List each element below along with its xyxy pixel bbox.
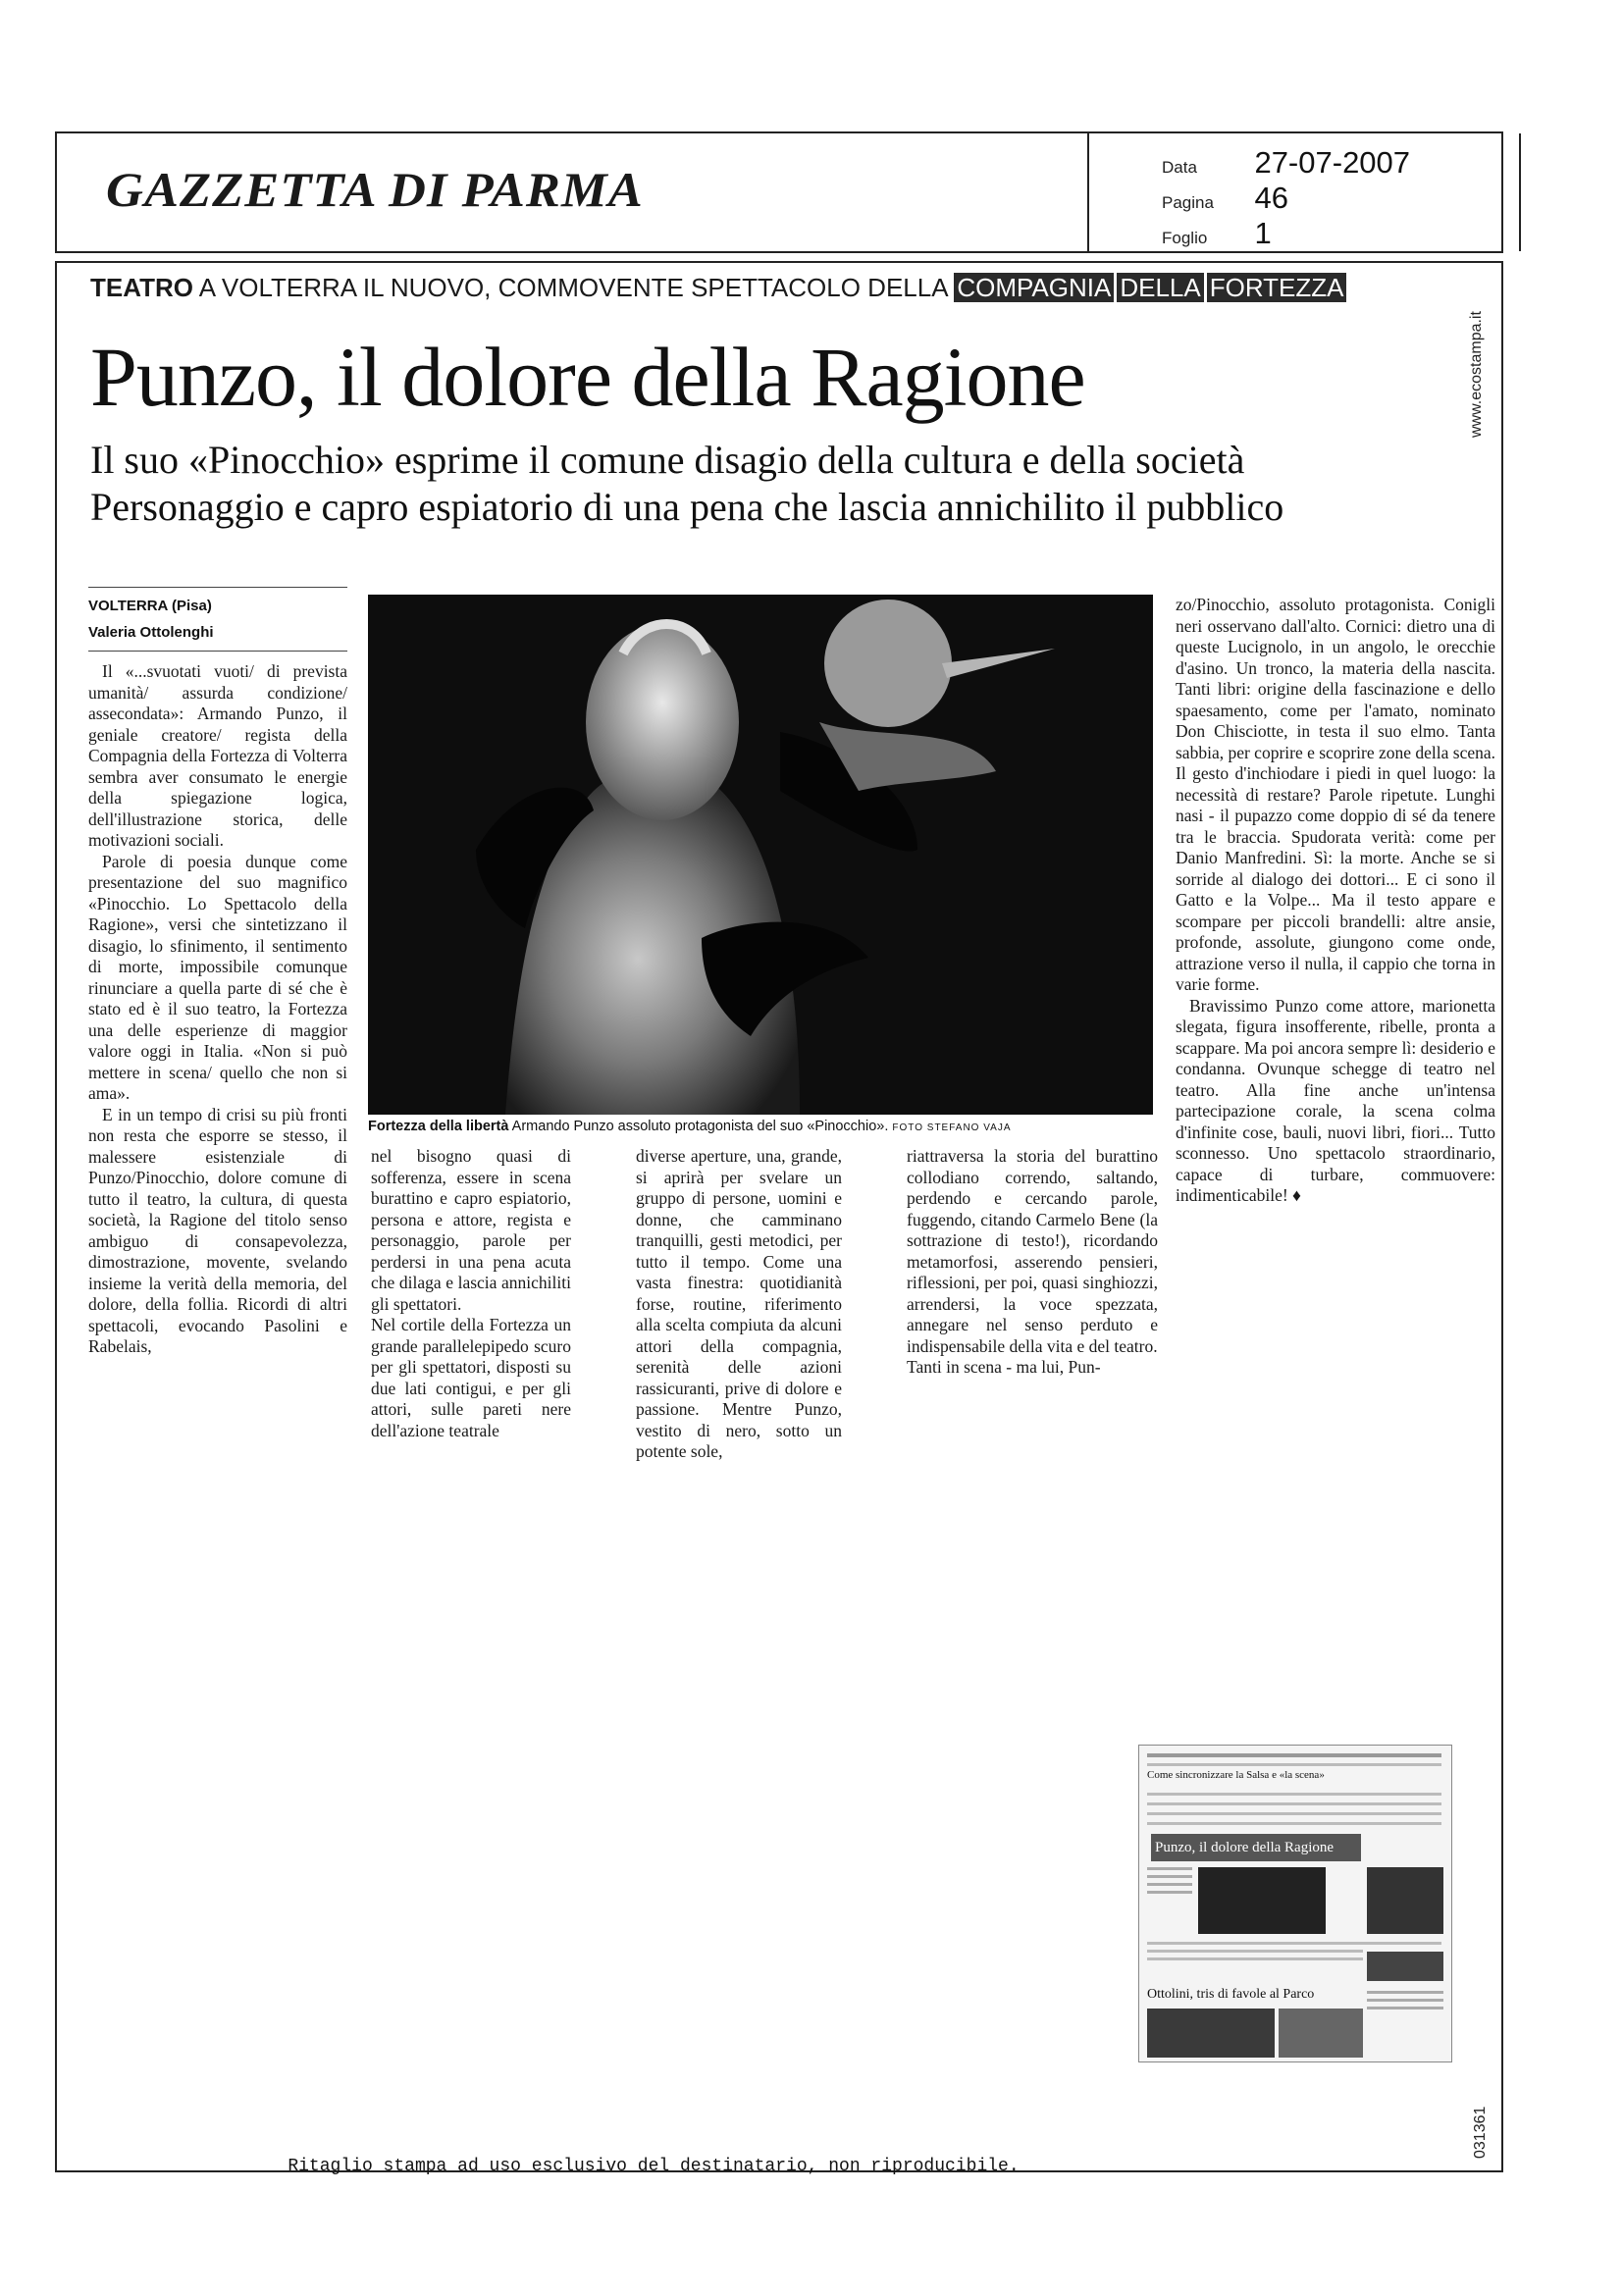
paragraph: Il «...svuotati vuoti/ di prevista umanità/ assurda condizione/ assecondata»: Armando Punzo, il geniale creatore/ regista della Compagnia della Fortezza di Volterra sembra aver consumato le energie della spiegazione logica, dell'illustrazione storica, delle motivazioni sociali. <box>88 661 347 850</box>
kicker-section: TEATRO <box>90 273 193 302</box>
headline: Punzo, il dolore della Ragione <box>90 330 1085 424</box>
divider <box>88 587 347 588</box>
bottom-column-3: riattraversa la storia del burattino collodiano correndo, saltando, perdendo e cercando parole, fuggendo, citando Carmelo Bene (la sottrazione di testo!), ricordando metamorfosi, asserendo pensieri, riflessioni, per poi, quasi singhiozzi, arrendersi, la voce spezzata, annegare nel senso perduto e indispensabile della vita e del teatro. Tanti in scena - ma lui, Pun- <box>907 1146 1158 1377</box>
paragraph: zo/Pinocchio, assoluto protagonista. Conigli neri osservano dall'alto. Cornici: dietro una di queste Lucignolo, in un angolo, le orecchie d'asino. Un tronco, la materia della nascita. Tanti libri: origine della fascinazione e dello spaesamento, come per l'amato, nominato Don Chisciotte, in testa il suo elmo. Tanta sabbia, per coprire e scoprire zone della scena. Il gesto d'inchiodare i piedi in quel luogo: la necessità di restare? Parole ripetute. Lunghi nasi - il pupazzo come doppio di sé da tenere tra le braccia. Spudorata verità: come per Danio Manfredini. Sì: la morte. Anche se si sorride al dialogo dei dottori... E ci sono il Gatto e la Volpe... Ma il testo appare e scompare per piccoli brandelli: altre ansie, profonde, assolute, giungono come onde, attrazione verso il nulla, il cappio che torna in varie forme. <box>1176 595 1496 994</box>
stage-photo-illustration <box>368 595 1153 1115</box>
meta-label: Foglio <box>1162 229 1208 247</box>
subheadline: Personaggio e capro espiatorio di una pena che lascia annichilito il pubblico <box>90 485 1284 529</box>
meta-value: 27-07-2007 <box>1254 145 1411 180</box>
paragraph: Bravissimo Punzo come attore, marionetta slegata, figura insofferente, ribelle, pronta a scappare. Ma poi ancora sempre lì: desiderio e condanna. Ovunque schegge di teatro nel teatro. Alla fine anche un'intensa partecipazione corale, la scena colma d'infinite cose, bauli, nuovi libri, fiori... Tutto sconnesso. Uno spettacolo straordinario, capace di turbare, commuovere: indimenticabile! ♦ <box>1176 995 1495 1205</box>
divider <box>88 651 347 652</box>
masthead <box>57 133 1089 251</box>
meta-label: Data <box>1162 158 1197 177</box>
paragraph: Parole di poesia dunque come presentazione del suo magnifico «Pinocchio. Lo Spettacolo della Ragione», versi che sintetizzano il disagio, lo sfinimento, il sentimento di morte, impossibile comunque rinunciare a quella parte di sé che è stato ed è il suo teatro, la Fortezza una delle esperienze di maggior valore oggi in Italia. «Non si può mettere in scena/ quello che non si ama». <box>88 851 347 1103</box>
paragraph: E in un tempo di crisi su più fronti non resta che esporre se stesso, il malessere esistenziale di Punzo/Pinocchio, dolore comune di tutto il teatro, la cultura, di questa società, la Ragione del titolo senso ambiguo di consapevolezza, dimostrazione, movente, svelando insieme la verità della memoria, del dolore, della follia. Ricordi di altri spettacoli, evocando Pasolini e Rabelais, <box>88 1104 347 1356</box>
caption-text: Armando Punzo assoluto protagonista del suo «Pinocchio». <box>511 1119 889 1134</box>
thumbnail-headline: Punzo, il dolore della Ragione <box>1155 1840 1335 1855</box>
left-column-text <box>88 661 347 1358</box>
meta-row-data <box>1162 145 1410 181</box>
thumbnail-layout <box>1139 1746 1451 2061</box>
photo-credit: FOTO STEFANO VAJA <box>892 1122 1012 1133</box>
meta-row-foglio <box>1162 216 1272 251</box>
clip-code: 031361 <box>1472 2106 1489 2159</box>
meta-box <box>1089 133 1521 251</box>
subheadline: Il suo «Pinocchio» esprime il comune disagio della cultura e della società <box>90 438 1245 482</box>
footer-note: Ritaglio stampa ad uso esclusivo del destinatario, non riproducibile. <box>288 2157 1020 2176</box>
meta-value: 1 <box>1254 216 1272 250</box>
meta-value: 46 <box>1254 181 1288 215</box>
byline: Valeria Ottolenghi <box>88 624 214 641</box>
kicker-highlight: DELLA <box>1117 273 1203 302</box>
kicker <box>90 273 1349 303</box>
page-thumbnail <box>1138 1745 1452 2062</box>
dateline: VOLTERRA (Pisa) <box>88 598 212 614</box>
thumbnail-headline-2: Ottolini, tris di favole al Parco <box>1147 1987 1315 2002</box>
header-box <box>55 131 1503 253</box>
bottom-column-2: diverse aperture, una, grande, si aprirà per svelare un gruppo di persone, uomini e donne, che camminano tranquilli, gesti metodici, per tutto il tempo. Come una vasta finestra: quotidianità forse, routine, riferimento alla scelta compiuta da alcuni attori della compagnia, serenità delle azioni rassicuranti, prive di dolore e passione. Mentre Punzo, vestito di nero, sotto un potente sole, <box>636 1146 842 1461</box>
meta-label: Pagina <box>1162 193 1214 212</box>
thumbnail-line: Come sincronizzare la Salsa e «la scena» <box>1147 1769 1325 1781</box>
source-watermark: www.ecostampa.it <box>1468 311 1485 438</box>
kicker-highlight: FORTEZZA <box>1207 273 1347 302</box>
kicker-highlight: COMPAGNIA <box>954 273 1114 302</box>
kicker-text: A VOLTERRA IL NUOVO, COMMOVENTE SPETTACOLO DELLA <box>198 273 948 302</box>
meta-row-pagina <box>1162 181 1288 216</box>
right-column <box>1176 595 1495 1207</box>
bottom-column-1: nel bisogno quasi di sofferenza, essere in scena burattino e capro espiatorio, persona e attore, regista e personaggio, parole per perdersi in una pena acuta che dilaga e lascia annichiliti gli spettatori. Nel cortile della Fortezza un grande parallelepipedo scuro per gli spettatori, disposti su due lati contigui, e per gli attori, sulle pareti nere dell'azione teatrale <box>371 1146 571 1440</box>
left-column <box>88 587 347 1358</box>
photo-caption <box>368 1119 1163 1134</box>
caption-lead: Fortezza della libertà <box>368 1119 509 1134</box>
article-photo <box>368 595 1153 1115</box>
masthead-title: GAZZETTA DI PARMA <box>106 162 644 217</box>
